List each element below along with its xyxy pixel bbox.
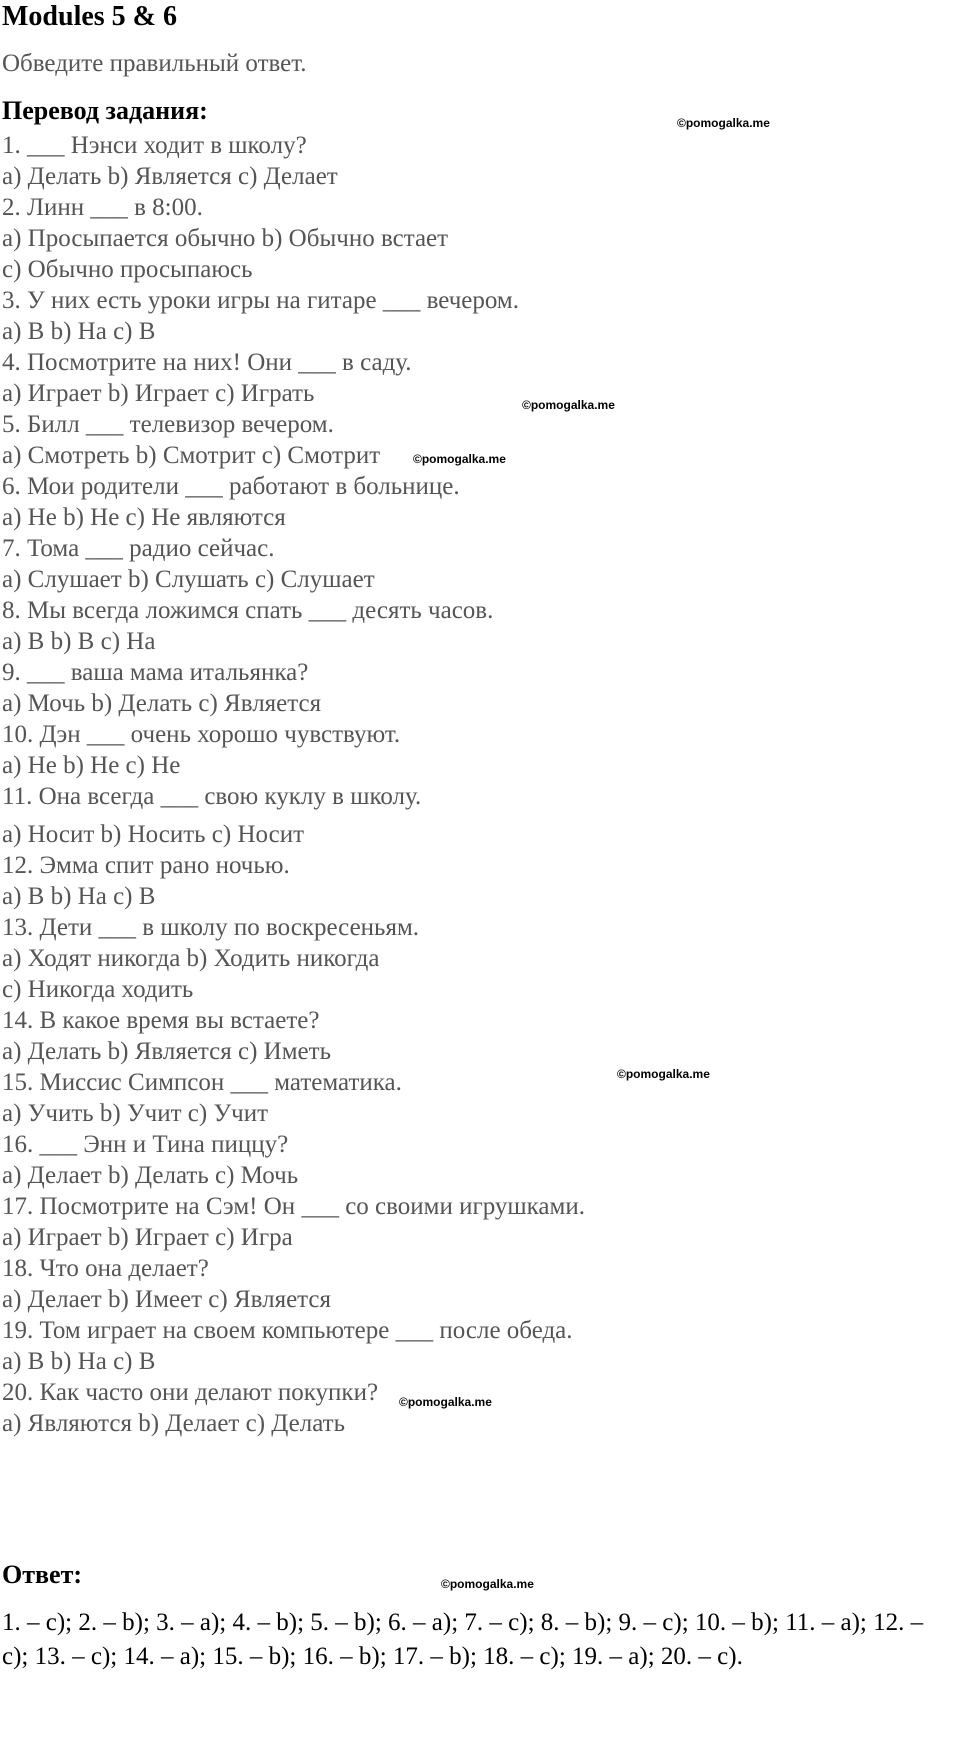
question-line: 17. Посмотрите на Сэм! Он ___ со своими игрушками.: [2, 1193, 585, 1220]
options-line: а) Ходят никогда b) Ходить никогда: [2, 945, 380, 972]
options-line: с) Никогда ходить: [2, 976, 194, 1003]
options-line: а) В b) На с) В: [2, 318, 156, 345]
question-line: 20. Как часто они делают покупки?: [2, 1379, 379, 1406]
options-line: а) В b) На с) В: [2, 1348, 156, 1375]
options-line: а) Учить b) Учит с) Учит: [2, 1100, 269, 1127]
options-line: а) Делать b) Является с) Иметь: [2, 1038, 331, 1065]
question-line: 10. Дэн ___ очень хорошо чувствуют.: [2, 721, 401, 748]
question-line: 9. ___ ваша мама итальянка?: [2, 659, 309, 686]
question-line: 11. Она всегда ___ свою куклу в школу.: [2, 783, 422, 810]
question-line: 5. Билл ___ телевизор вечером.: [2, 411, 334, 438]
options-line: а) Просыпается обычно b) Обычно встает: [2, 225, 449, 252]
watermark: ©pomogalka.me: [399, 1395, 492, 1409]
question-line: 18. Что она делает?: [2, 1255, 209, 1282]
answer-heading: Ответ:: [2, 1560, 83, 1589]
options-line: а) Носит b) Носить с) Носит: [2, 821, 305, 848]
options-line: а) Не b) Не с) Не: [2, 752, 181, 779]
instruction-text: Обведите правильный ответ.: [2, 50, 307, 77]
question-line: 2. Линн ___ в 8:00.: [2, 194, 203, 221]
question-line: 13. Дети ___ в школу по воскресеньям.: [2, 914, 420, 941]
options-line: а) Играет b) Играет с) Играть: [2, 380, 315, 407]
answer-text: 1. – c); 2. – b); 3. – a); 4. – b); 5. – b); 6. – a); 7. – c); 8. – b); 9. – c); 10. – b); 11. – a); 12. – c); 13. – c); 14. – a); 15. – b); 16. – b); 17. – b); 18. – c); 19. – a); 20. – c).: [2, 1609, 924, 1670]
options-line: а) Делает b) Делать с) Мочь: [2, 1162, 299, 1189]
options-line: а) Смотреть b) Смотрит с) Смотрит: [2, 442, 381, 469]
options-line: а) Делать b) Является с) Делает: [2, 163, 338, 190]
translation-heading: Перевод задания:: [2, 96, 208, 125]
options-line: а) Делает b) Имеет с) Является: [2, 1286, 332, 1313]
options-line: а) Слушает b) Слушать с) Слушает: [2, 566, 375, 593]
options-line: а) В b) В с) На: [2, 628, 156, 655]
options-line: с) Обычно просыпаюсь: [2, 256, 253, 283]
options-line: а) В b) На с) В: [2, 883, 156, 910]
question-line: 15. Миссис Симпсон ___ математика.: [2, 1069, 402, 1096]
options-line: а) Мочь b) Делать с) Является: [2, 690, 322, 717]
question-line: 8. Мы всегда ложимся спать ___ десять часов.: [2, 597, 494, 624]
watermark: ©pomogalka.me: [522, 398, 615, 412]
question-line: 3. У них есть уроки игры на гитаре ___ вечером.: [2, 287, 519, 314]
watermark: ©pomogalka.me: [617, 1067, 710, 1081]
question-line: 7. Тома ___ радио сейчас.: [2, 535, 275, 562]
options-line: а) Не b) Не с) Не являются: [2, 504, 286, 531]
watermark: ©pomogalka.me: [677, 116, 770, 130]
question-line: 12. Эмма спит рано ночью.: [2, 852, 290, 879]
question-line: 14. В какое время вы встаете?: [2, 1007, 320, 1034]
question-line: 6. Мои родители ___ работают в больнице.: [2, 473, 460, 500]
question-line: 4. Посмотрите на них! Они ___ в саду.: [2, 349, 412, 376]
watermark: ©pomogalka.me: [441, 1577, 534, 1591]
question-line: 1. ___ Нэнси ходит в школу?: [2, 132, 307, 159]
options-line: а) Играет b) Играет с) Игра: [2, 1224, 293, 1251]
options-line: а) Являются b) Делает с) Делать: [2, 1410, 345, 1437]
question-line: 16. ___ Энн и Тина пиццу?: [2, 1131, 289, 1158]
watermark: ©pomogalka.me: [413, 452, 506, 466]
page-title: Modules 5 & 6: [2, 1, 177, 32]
question-line: 19. Том играет на своем компьютере ___ после обеда.: [2, 1317, 573, 1344]
